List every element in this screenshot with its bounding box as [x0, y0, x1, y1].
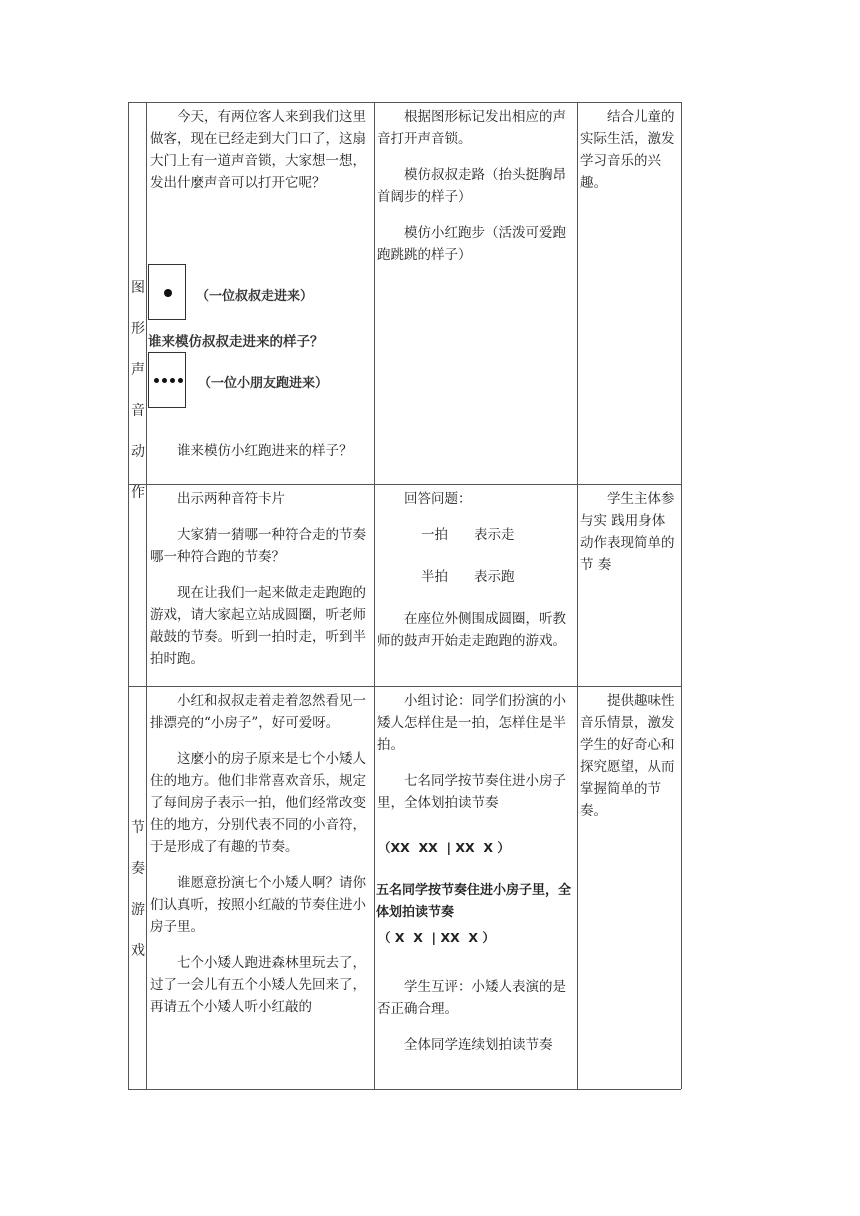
row1-run-question — [150, 440, 372, 476]
paragraph: 七个小矮人跑进森林里玩去了，过了一会儿有五个小矮人先回来了，再请五个小矮人听小红敲的 — [150, 955, 366, 1015]
eighth-note-dot — [162, 378, 167, 383]
paragraph: 结合儿童的实际生活，激发学习音乐的兴趣。 — [580, 109, 675, 191]
run-note-card — [148, 352, 186, 408]
eighth-note-dot — [178, 378, 183, 383]
five-dwarfs-instruction: 五名同学按节奏住进小房子里，全体划拍读节奏 — [376, 883, 572, 920]
half-beat-line: 半拍 表示跑 — [421, 569, 515, 585]
row2-bottom-border — [128, 686, 681, 687]
paragraph: 这麼小的房子原来是七个小矮人住的地方。他们非常喜欢音乐，规定了每间房子表示一拍，他们经常改变住的地方，分别代表不同的小音符，于是形成了有趣的节奏。 — [150, 751, 366, 855]
paragraph: 现在让我们一起来做走走跑跑的游戏，请大家起立站成圆圈，听老师敲鼓的节奏。听到一拍时走，听到半拍时跑。 — [150, 585, 366, 667]
paragraph: 根据图形标记发出相应的声音打开声音锁。 — [377, 109, 566, 147]
rhythm-pattern-seven: （XX XX | XX X ） — [378, 840, 510, 855]
eighth-note-dot — [154, 378, 159, 383]
paragraph: 在座位外侧围成圆圈，听教师的鼓声开始走走跑跑的游戏。 — [377, 611, 566, 649]
eighth-note-dot — [170, 378, 175, 383]
row3-design-intent — [580, 690, 678, 836]
walk-note-card — [148, 264, 186, 320]
row3-section-label: 节 奏 游 戏 — [131, 820, 145, 959]
row1-teacher-activity — [150, 106, 372, 208]
paragraph: 全体同学连续划拍读节奏 — [404, 1037, 553, 1053]
walk-card-caption: （一位叔叔走进来） — [196, 289, 314, 304]
row1-design-intent — [580, 106, 678, 208]
col3-divider — [577, 102, 578, 1089]
row2-student-activity — [377, 488, 575, 666]
paragraph: 提供趣味性音乐情景，激发学生的好奇心和探究愿望，从而掌握简单的节奏。 — [580, 693, 675, 819]
row3-student-activity-bottom — [377, 976, 575, 1056]
col2-divider — [374, 102, 375, 1089]
quarter-note-dot — [164, 289, 172, 297]
paragraph: 今天，有两位客人来到我们这里做客，现在已经走到大门口了，这扇大门上有一道声音锁，大家想一想，发出什麼声音可以打开它呢？ — [150, 109, 366, 191]
row3-student-activity-top — [377, 690, 575, 828]
row1-bottom-border — [128, 484, 681, 485]
paragraph: 小组讨论：同学们扮演的小矮人怎样住是一拍，怎样住是半拍。 — [377, 693, 566, 753]
row2-design-intent — [580, 488, 678, 590]
paragraph: 学生主体参与实 践用身体动作表现简单的节 奏 — [580, 491, 675, 573]
paragraph: 七名同学按节奏住进小房子里，全体划拍读节奏 — [377, 773, 566, 811]
one-beat-line: 一拍 表示走 — [421, 527, 515, 543]
paragraph: 大家猜一猜哪一种符合走的节奏哪一种符合跑的节奏？ — [150, 527, 366, 565]
paragraph: 小红和叔叔走着走着忽然看见一排漂亮的“小房子”，好可爱呀。 — [150, 693, 366, 731]
paragraph: 谁愿意扮演七个小矮人啊？请你们认真听，按照小红敲的节奏住进小房子里。 — [150, 875, 366, 935]
row2-teacher-activity — [150, 488, 372, 684]
table-bottom-border — [128, 1089, 681, 1090]
row1-student-activity — [377, 106, 575, 280]
paragraph: 出示两种音符卡片 — [177, 491, 285, 507]
paragraph: 谁来模仿小红跑进来的样子？ — [177, 443, 353, 459]
row1-section-label: 图 形 声 音 动 作 — [131, 280, 145, 501]
table-top-border — [128, 102, 681, 103]
walk-question: 谁来模仿叔叔走进来的样子？ — [148, 334, 324, 350]
paragraph: 模仿叔叔走路（抬头挺胸昂首阔步的样子） — [377, 167, 566, 205]
run-card-caption: （一位小朋友跑进来） — [198, 376, 329, 391]
paragraph: 模仿小红跑步（活泼可爱跑跑跳跳的样子） — [377, 225, 566, 263]
paragraph: 回答问题： — [404, 491, 472, 507]
paragraph: 学生互评：小矮人表演的是否正确合理。 — [377, 979, 566, 1017]
rhythm-pattern-five: （ X X | XX X ） — [378, 930, 495, 945]
row3-teacher-activity — [150, 690, 372, 1018]
table-right-border — [681, 102, 682, 1089]
